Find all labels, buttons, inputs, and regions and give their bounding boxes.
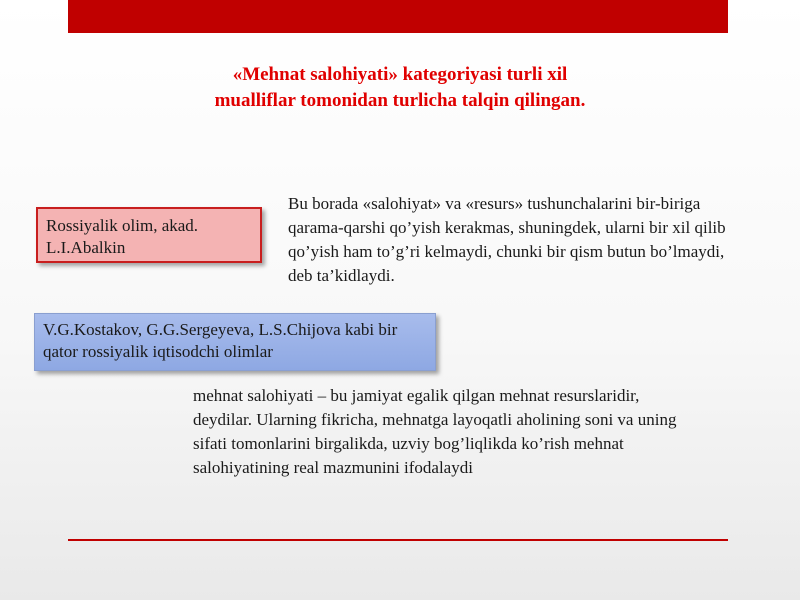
- author-box-kostakov-label: V.G.Kostakov, G.G.Sergeyeva, L.S.Chijova kabi bir qator rossiyalik iqtisodchi olimlar: [43, 320, 398, 361]
- kostakov-statement: mehnat salohiyati – bu jamiyat egalik qilgan mehnat resurslaridir, deydilar. Ularning fikricha, mehnatga layoqatli aholining soni va uning sifati tomonlarini birgalikda, uzviy bog’liqlikda ko’rish mehnat salohiyatining real mazmunini ifodalaydi: [193, 386, 677, 477]
- abalkin-statement: Bu borada «salohiyat» va «resurs» tushunchalarini bir-biriga qarama-qarshi qo’yish kerakmas, shuningdek, ularni bir xil qilib qo’yish ham to’g’ri kelmaydi, chunki bir qism butun bo’lmaydi, deb ta’kidlaydi.: [288, 194, 726, 285]
- slide-title: «Mehnat salohiyati» kategoriyasi turli xil mualliflar tomonidan turlicha talqin qilingan.: [214, 64, 586, 111]
- author-box-abalkin: [36, 207, 262, 263]
- top-accent-bar: [68, 0, 728, 33]
- author-box-abalkin-label: Rossiyalik olim, akad. L.I.Abalkin: [46, 216, 199, 257]
- author-box-kostakov: [34, 313, 436, 371]
- bottom-divider-line: [68, 539, 728, 541]
